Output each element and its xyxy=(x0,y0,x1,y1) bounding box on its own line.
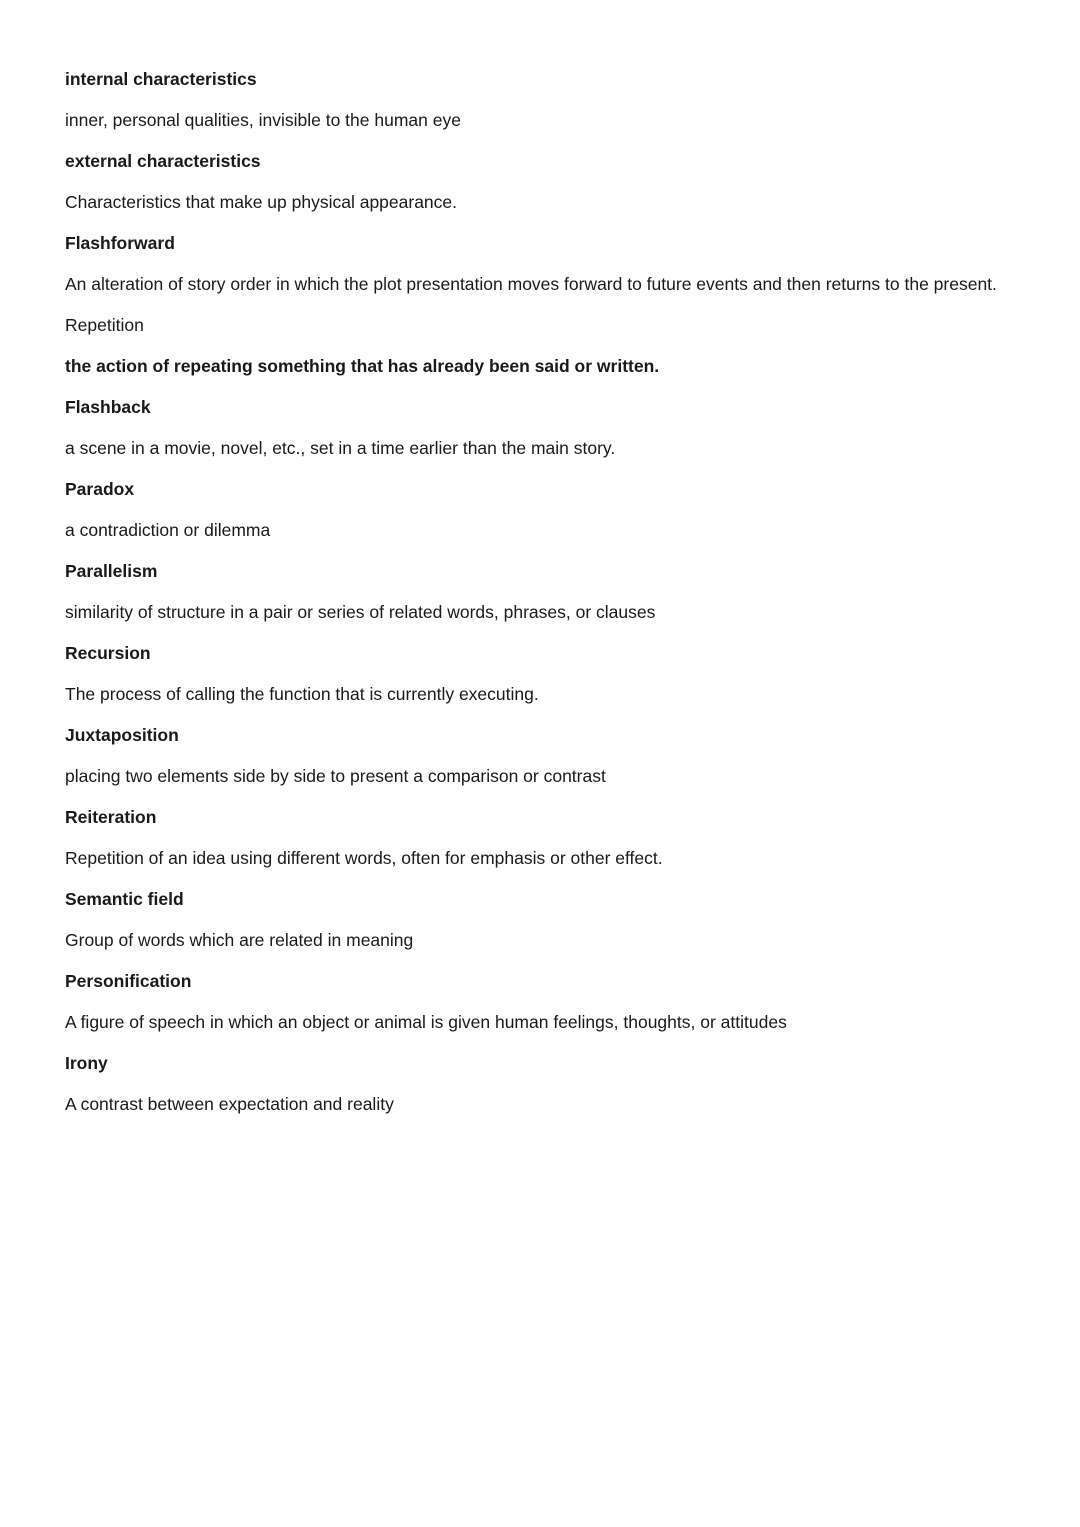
definition-external-characteristics: Characteristics that make up physical appearance. xyxy=(65,192,458,212)
definition-paradox: a contradiction or dilemma xyxy=(65,520,271,540)
definition-juxtaposition: placing two elements side by side to present a comparison or contrast xyxy=(65,766,606,786)
term-parallelism: Parallelism xyxy=(65,561,158,581)
term-personification: Personification xyxy=(65,971,192,991)
definition-flashforward: An alteration of story order in which the plot presentation moves forward to future events and then returns to the present. xyxy=(65,274,997,294)
term-flashforward: Flashforward xyxy=(65,233,175,253)
definition-parallelism: similarity of structure in a pair or series of related words, phrases, or clauses xyxy=(65,602,656,622)
definition-personification: A figure of speech in which an object or animal is given human feelings, thoughts, or attitudes xyxy=(65,1012,787,1032)
term-paradox: Paradox xyxy=(65,479,135,499)
term-internal-characteristics: internal characteristics xyxy=(65,69,257,89)
term-flashback: Flashback xyxy=(65,397,151,417)
definition-irony: A contrast between expectation and reality xyxy=(65,1094,394,1114)
definition-reiteration: Repetition of an idea using different words, often for emphasis or other effect. xyxy=(65,848,663,868)
definition-repetition: the action of repeating something that has already been said or written. xyxy=(65,356,660,376)
definition-flashback: a scene in a movie, novel, etc., set in a time earlier than the main story. xyxy=(65,438,616,458)
document-page xyxy=(65,66,1025,1132)
definition-internal-characteristics: inner, personal qualities, invisible to the human eye xyxy=(65,110,461,130)
definition-recursion: The process of calling the function that is currently executing. xyxy=(65,684,539,704)
term-external-characteristics: external characteristics xyxy=(65,151,261,171)
term-juxtaposition: Juxtaposition xyxy=(65,725,179,745)
term-recursion: Recursion xyxy=(65,643,151,663)
term-reiteration: Reiteration xyxy=(65,807,157,827)
term-irony: Irony xyxy=(65,1053,108,1073)
term-semantic-field: Semantic field xyxy=(65,889,184,909)
term-repetition: Repetition xyxy=(65,315,144,335)
definition-semantic-field: Group of words which are related in meaning xyxy=(65,930,414,950)
